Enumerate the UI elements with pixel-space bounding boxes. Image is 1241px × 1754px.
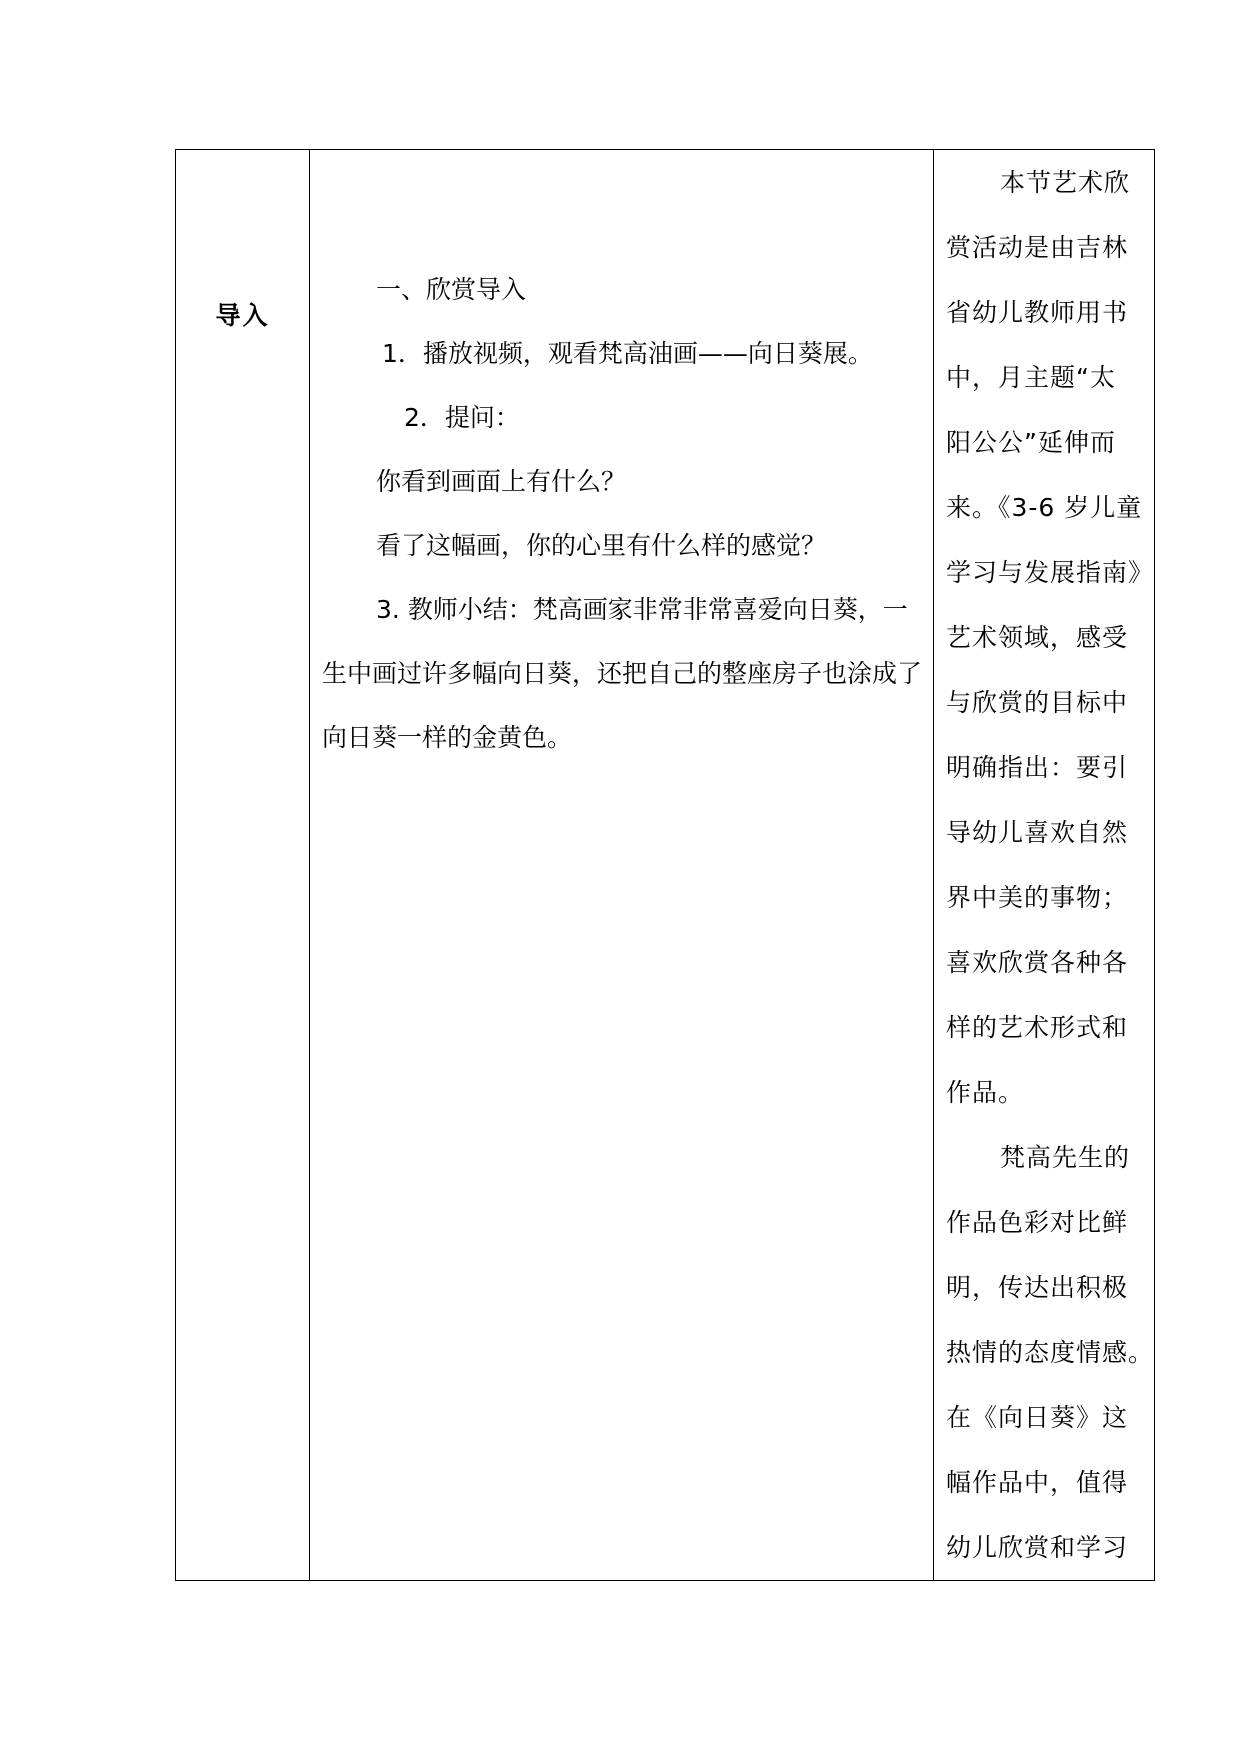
note-line: 喜欢欣赏各种各 (946, 948, 1129, 977)
question-1: 你看到画面上有什么？ (376, 467, 627, 496)
step-1: 1．播放视频，观看梵高油画——向日葵展。 (382, 339, 873, 368)
note-line: 艺术领域，感受 (946, 623, 1129, 652)
note-line: 幅作品中，值得 (946, 1468, 1129, 1497)
design-notes-cell (934, 150, 1155, 1581)
activity-content-cell (310, 150, 934, 1581)
note-line: 与欣赏的目标中 (946, 688, 1129, 717)
note-line: 来。《3-6 岁儿童 (946, 493, 1143, 522)
note-line: 热情的态度情感。 (946, 1338, 1155, 1367)
activity-content (310, 150, 933, 770)
note-line: 本节艺术欣 (1000, 168, 1131, 197)
stage-label: 导入 (215, 301, 270, 330)
table-row (176, 150, 1155, 1581)
note-line: 幼儿欣赏和学习 (946, 1533, 1129, 1562)
note-line: 中，月主题“太 (946, 363, 1116, 392)
note-line: 作品色彩对比鲜 (946, 1208, 1129, 1237)
design-notes (934, 150, 1154, 1580)
note-line: 导幼儿喜欢自然 (946, 818, 1129, 847)
note-line: 阳公公”延伸而 (946, 428, 1116, 457)
teacher-summary: 3. 教师小结：梵高画家非常非常喜爱向日葵，一生中画过许多幅向日葵，还把自己的整座房子也涂成了向日葵一样的金黄色。 (322, 595, 923, 752)
note-line: 省幼儿教师用书 (946, 298, 1129, 327)
question-2: 看了这幅画，你的心里有什么样的感觉？ (376, 531, 827, 560)
note-line: 在《向日葵》这 (946, 1403, 1129, 1432)
section-title: 一、欣赏导入 (376, 275, 527, 304)
lesson-plan-table (175, 149, 1155, 1581)
note-line: 明，传达出积极 (946, 1273, 1129, 1302)
stage-cell (176, 150, 310, 1581)
note-line: 学习与发展指南》 (946, 558, 1155, 587)
note-line: 界中美的事物； (946, 883, 1129, 912)
note-line: 赏活动是由吉林 (946, 233, 1129, 262)
note-line: 明确指出：要引 (946, 753, 1129, 782)
note-line: 样的艺术形式和 (946, 1013, 1129, 1042)
note-line: 梵高先生的 (1000, 1143, 1131, 1172)
step-2: 2．提问： (404, 403, 520, 432)
note-line: 作品。 (946, 1078, 1025, 1107)
